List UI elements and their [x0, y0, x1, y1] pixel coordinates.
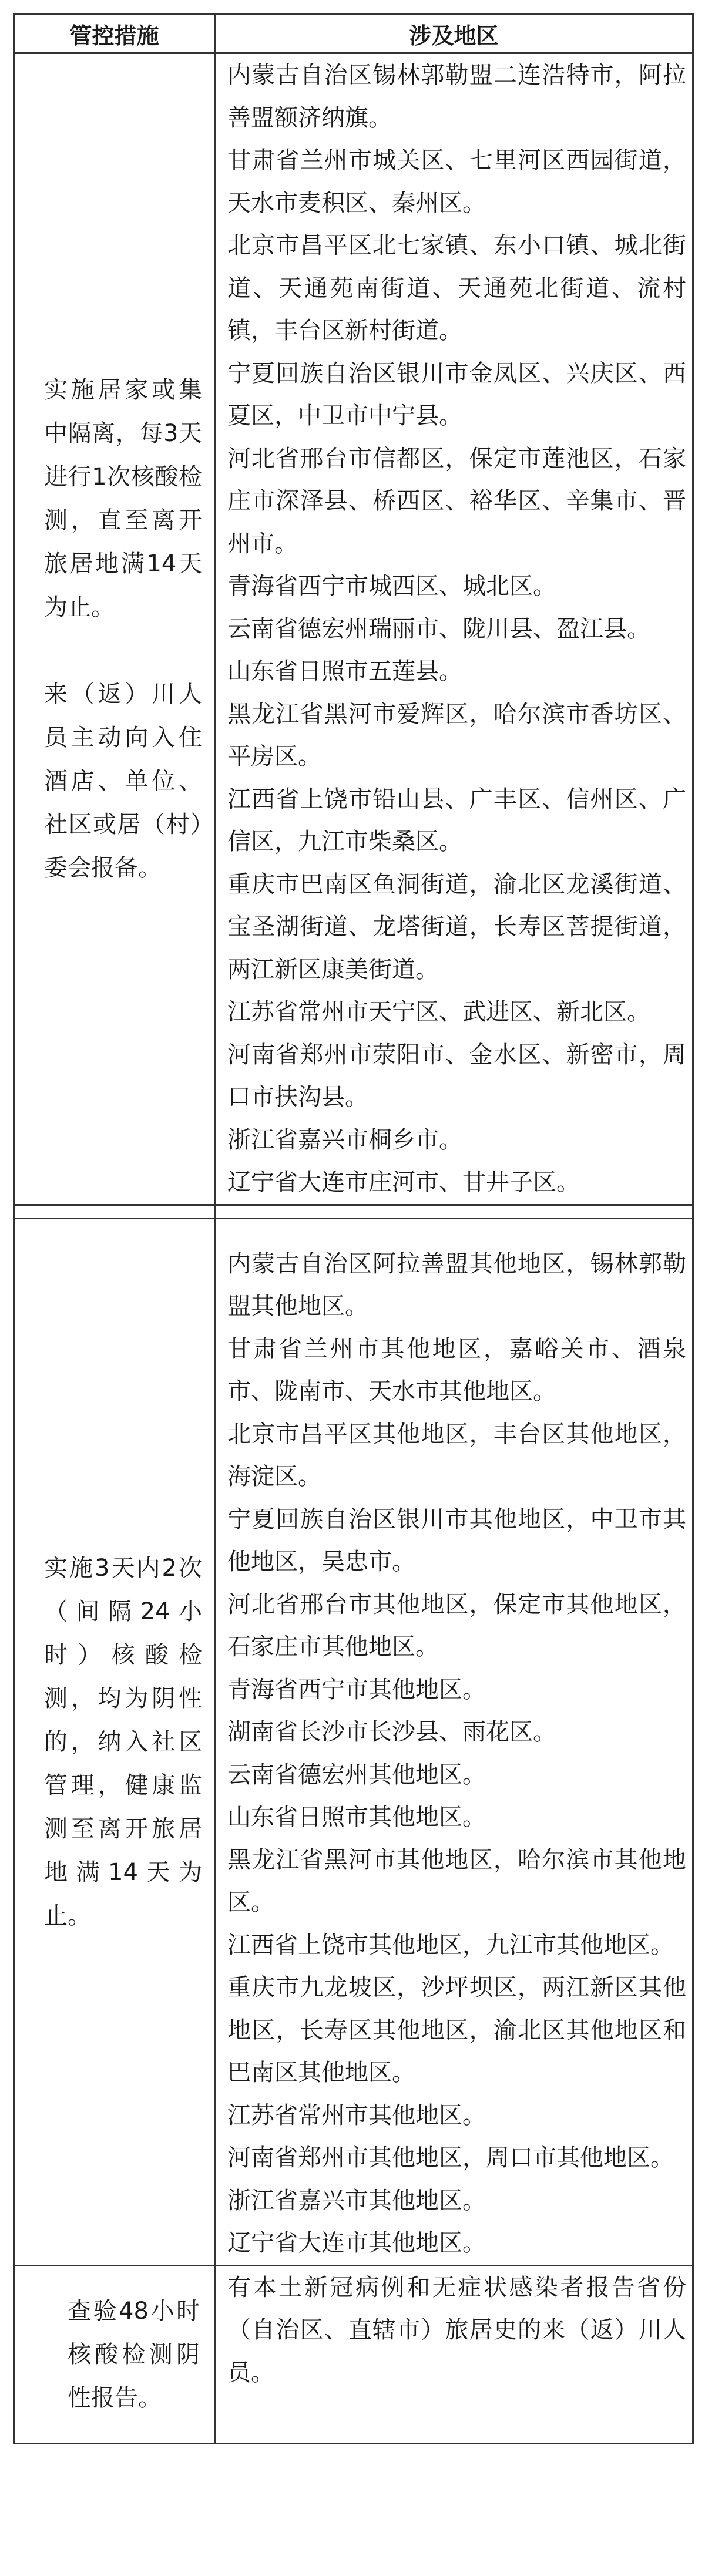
measure-text: 来（返）川人员主动向入住酒店、单位、社区或居（村）委会报备。 [44, 680, 202, 882]
region-item: 江苏省常州市天宁区、武进区、新北区。 [227, 998, 650, 1025]
region-item: 有本土新冠病例和无症状感染者报告省份（自治区、直辖市）旅居史的来（返）川人员。 [227, 2274, 686, 2386]
header-row [14, 14, 693, 53]
region-item: 江西省上饶市其他地区，九江市其他地区。 [227, 1931, 674, 1959]
regions-cell [215, 1218, 693, 2265]
region-item: 山东省日照市五莲县。 [227, 658, 462, 685]
region-item: 黑龙江省黑河市其他地区，哈尔滨市其他地区。 [227, 1846, 686, 1916]
regions-cell [215, 2265, 693, 2443]
region-item: 浙江省嘉兴市其他地区。 [227, 2187, 486, 2214]
region-item: 重庆市巴南区鱼洞街道，渝北区龙溪街道、宝圣湖街道、龙塔街道，长寿区菩提街道，两江新区康美街道。 [227, 870, 686, 983]
region-item: 内蒙古自治区阿拉善盟其他地区，锡林郭勒盟其他地区。 [227, 1250, 686, 1320]
region-item: 山东省日照市其他地区。 [227, 1804, 486, 1831]
measure-text: 实施居家或集中隔离，每3天进行1次核酸检测，直至离开旅居地满14天为止。 [44, 376, 202, 621]
control-measures-table [13, 13, 694, 2444]
spacer-cell [215, 1205, 693, 1218]
region-item: 辽宁省大连市庄河市、甘井子区。 [227, 1169, 580, 1196]
spacer-cell [14, 1205, 215, 1218]
region-item: 甘肃省兰州市城关区、七里河区西园街道，天水市麦积区、秦州区。 [227, 147, 686, 217]
measure-text: 实施3天内2次（间隔24小时）核酸检测，均为阴性的，纳入社区管理，健康监测至离开旅居地满14天为止。 [44, 1554, 202, 1929]
measure-text: 查验48小时核酸检测阴性报告。 [68, 2297, 200, 2412]
header-measures: 管控措施 [14, 14, 215, 53]
region-item: 内蒙古自治区锡林郭勒盟二连浩特市，阿拉善盟额济纳旗。 [227, 62, 686, 132]
table-row [14, 53, 693, 1205]
table-row [14, 1218, 693, 2265]
region-item: 北京市昌平区其他地区，丰台区其他地区，海淀区。 [227, 1420, 686, 1490]
region-item: 江西省上饶市铅山县、广丰区、信州区、广信区，九江市柴桑区。 [227, 785, 686, 855]
measure-cell [14, 1218, 215, 2265]
measure-cell [14, 2265, 215, 2443]
region-item: 辽宁省大连市其他地区。 [227, 2229, 486, 2256]
region-item: 宁夏回族自治区银川市其他地区，中卫市其他地区，吴忠市。 [227, 1505, 686, 1575]
region-item: 青海省西宁市其他地区。 [227, 1676, 486, 1703]
region-item: 江苏省常州市其他地区。 [227, 2101, 486, 2129]
region-item: 青海省西宁市城西区、城北区。 [227, 573, 556, 600]
regions-cell [215, 53, 693, 1205]
region-item: 河北省邢台市其他地区，保定市其他地区，石家庄市其他地区。 [227, 1590, 686, 1660]
control-measures-sheet [13, 13, 692, 2444]
region-item: 河南省郑州市荥阳市、金水区、新密市，周口市扶沟县。 [227, 1041, 686, 1111]
table-row [14, 2265, 693, 2443]
region-item: 河南省郑州市其他地区，周口市其他地区。 [227, 2144, 674, 2171]
region-item: 北京市昌平区北七家镇、东小口镇、城北街道、天通苑南街道、天通苑北街道、流村镇，丰台区新村街道。 [227, 232, 686, 344]
header-regions: 涉及地区 [215, 14, 693, 53]
region-item: 湖南省长沙市长沙县、雨花区。 [227, 1719, 556, 1746]
region-item: 浙江省嘉兴市桐乡市。 [227, 1126, 462, 1154]
region-item: 云南省德宏州其他地区。 [227, 1761, 486, 1788]
measure-cell [14, 53, 215, 1205]
region-item: 重庆市九龙坡区，沙坪坝区，两江新区其他地区，长寿区其他地区，渝北区其他地区和巴南区其他地区。 [227, 1974, 686, 2086]
region-item: 甘肃省兰州市其他地区，嘉峪关市、酒泉市、陇南市、天水市其他地区。 [227, 1335, 686, 1405]
spacer-row [14, 1205, 693, 1218]
region-item: 河北省邢台市信都区，保定市莲池区，石家庄市深泽县、桥西区、裕华区、辛集市、晋州市。 [227, 445, 686, 557]
region-item: 云南省德宏州瑞丽市、陇川县、盈江县。 [227, 615, 650, 643]
region-item: 宁夏回族自治区银川市金凤区、兴庆区、西夏区，中卫市中宁县。 [227, 359, 686, 429]
region-item: 黑龙江省黑河市爱辉区，哈尔滨市香坊区、平房区。 [227, 700, 686, 770]
